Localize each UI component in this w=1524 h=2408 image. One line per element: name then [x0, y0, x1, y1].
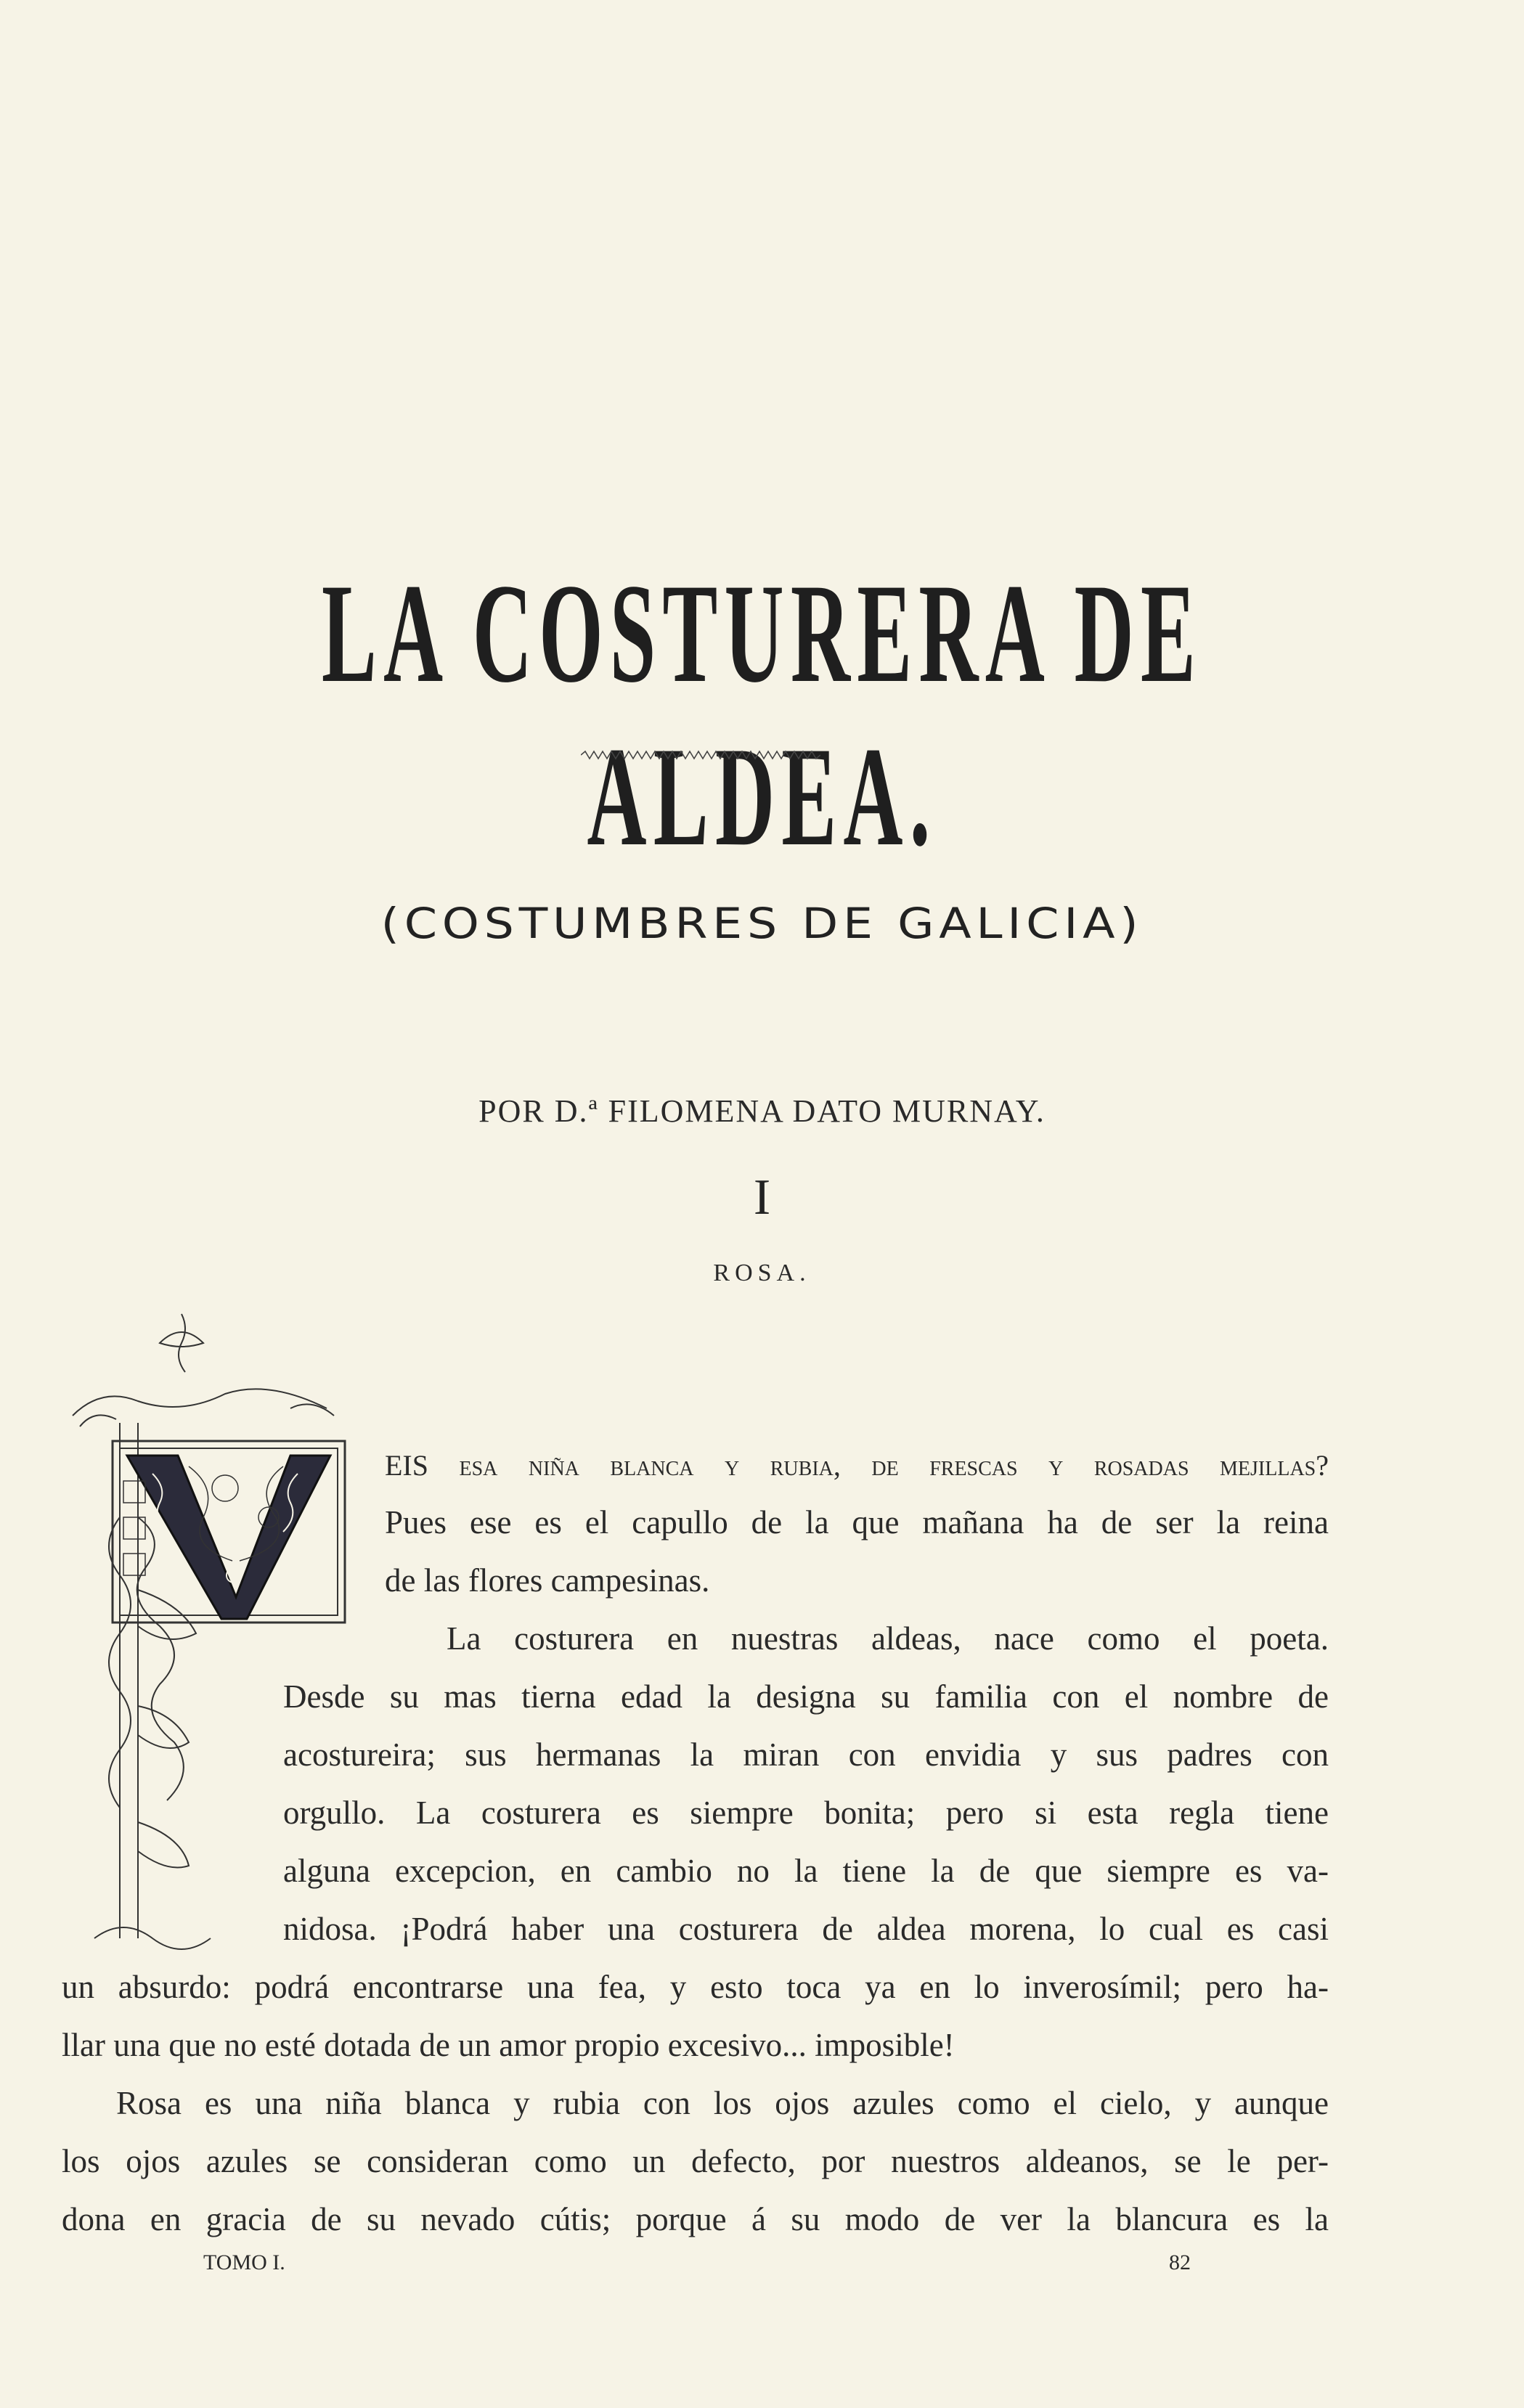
section-title: ROSA. [713, 1260, 811, 1286]
text-line: alguna excepcion, en cambio no la tiene la de que siempre es va- [283, 1853, 1329, 1889]
section-number: I [753, 1170, 771, 1225]
text-line: La costurera en nuestras aldeas, nace como el poeta. [447, 1620, 1329, 1657]
text-line: Rosa es una niña blanca y rubia con los ojos azules como el cielo, y aunque [116, 2085, 1329, 2121]
page-number: 82 [1169, 2250, 1191, 2274]
text-line: acostureira; sus hermanas la miran con envidia y sus padres con [283, 1736, 1329, 1773]
text-line: Pues ese es el capullo de la que mañana ha de ser la reina [385, 1504, 1329, 1540]
ornamental-divider [581, 749, 820, 761]
text-line: EIS esa niña blanca y rubia, de frescas y rosadas mejillas? [385, 1449, 1329, 1482]
footer-volume: TOMO I. [203, 2250, 285, 2274]
text-line: llar una que no esté dotada de un amor propio excesivo... imposible! [62, 2027, 955, 2063]
subtitle: (COSTUMBRES DE GALICIA) [380, 899, 1144, 948]
page-title: LA COSTURERA DE ALDEA. [321, 555, 1203, 876]
text-line: de las flores campesinas. [385, 1562, 710, 1599]
text-line: Desde su mas tierna edad la designa su familia con el nombre de [283, 1678, 1329, 1715]
text-line: un absurdo: podrá encontrarse una fea, y esto toca ya en lo inverosímil; pero ha- [62, 1969, 1329, 2005]
text-line: los ojos azules se consideran como un defecto, por nuestros aldeanos, se le per- [62, 2143, 1329, 2179]
text-line: orgullo. La costurera es siempre bonita; pero si esta regla tiene [283, 1795, 1329, 1831]
text-line: nidosa. ¡Podrá haber una costurera de aldea morena, lo cual es casi [283, 1911, 1329, 1947]
text-line: dona en gracia de su nevado cútis; porque á su modo de ver la blancura es la [62, 2201, 1329, 2237]
author-byline: POR D.ª FILOMENA DATO MURNAY. [478, 1093, 1046, 1129]
